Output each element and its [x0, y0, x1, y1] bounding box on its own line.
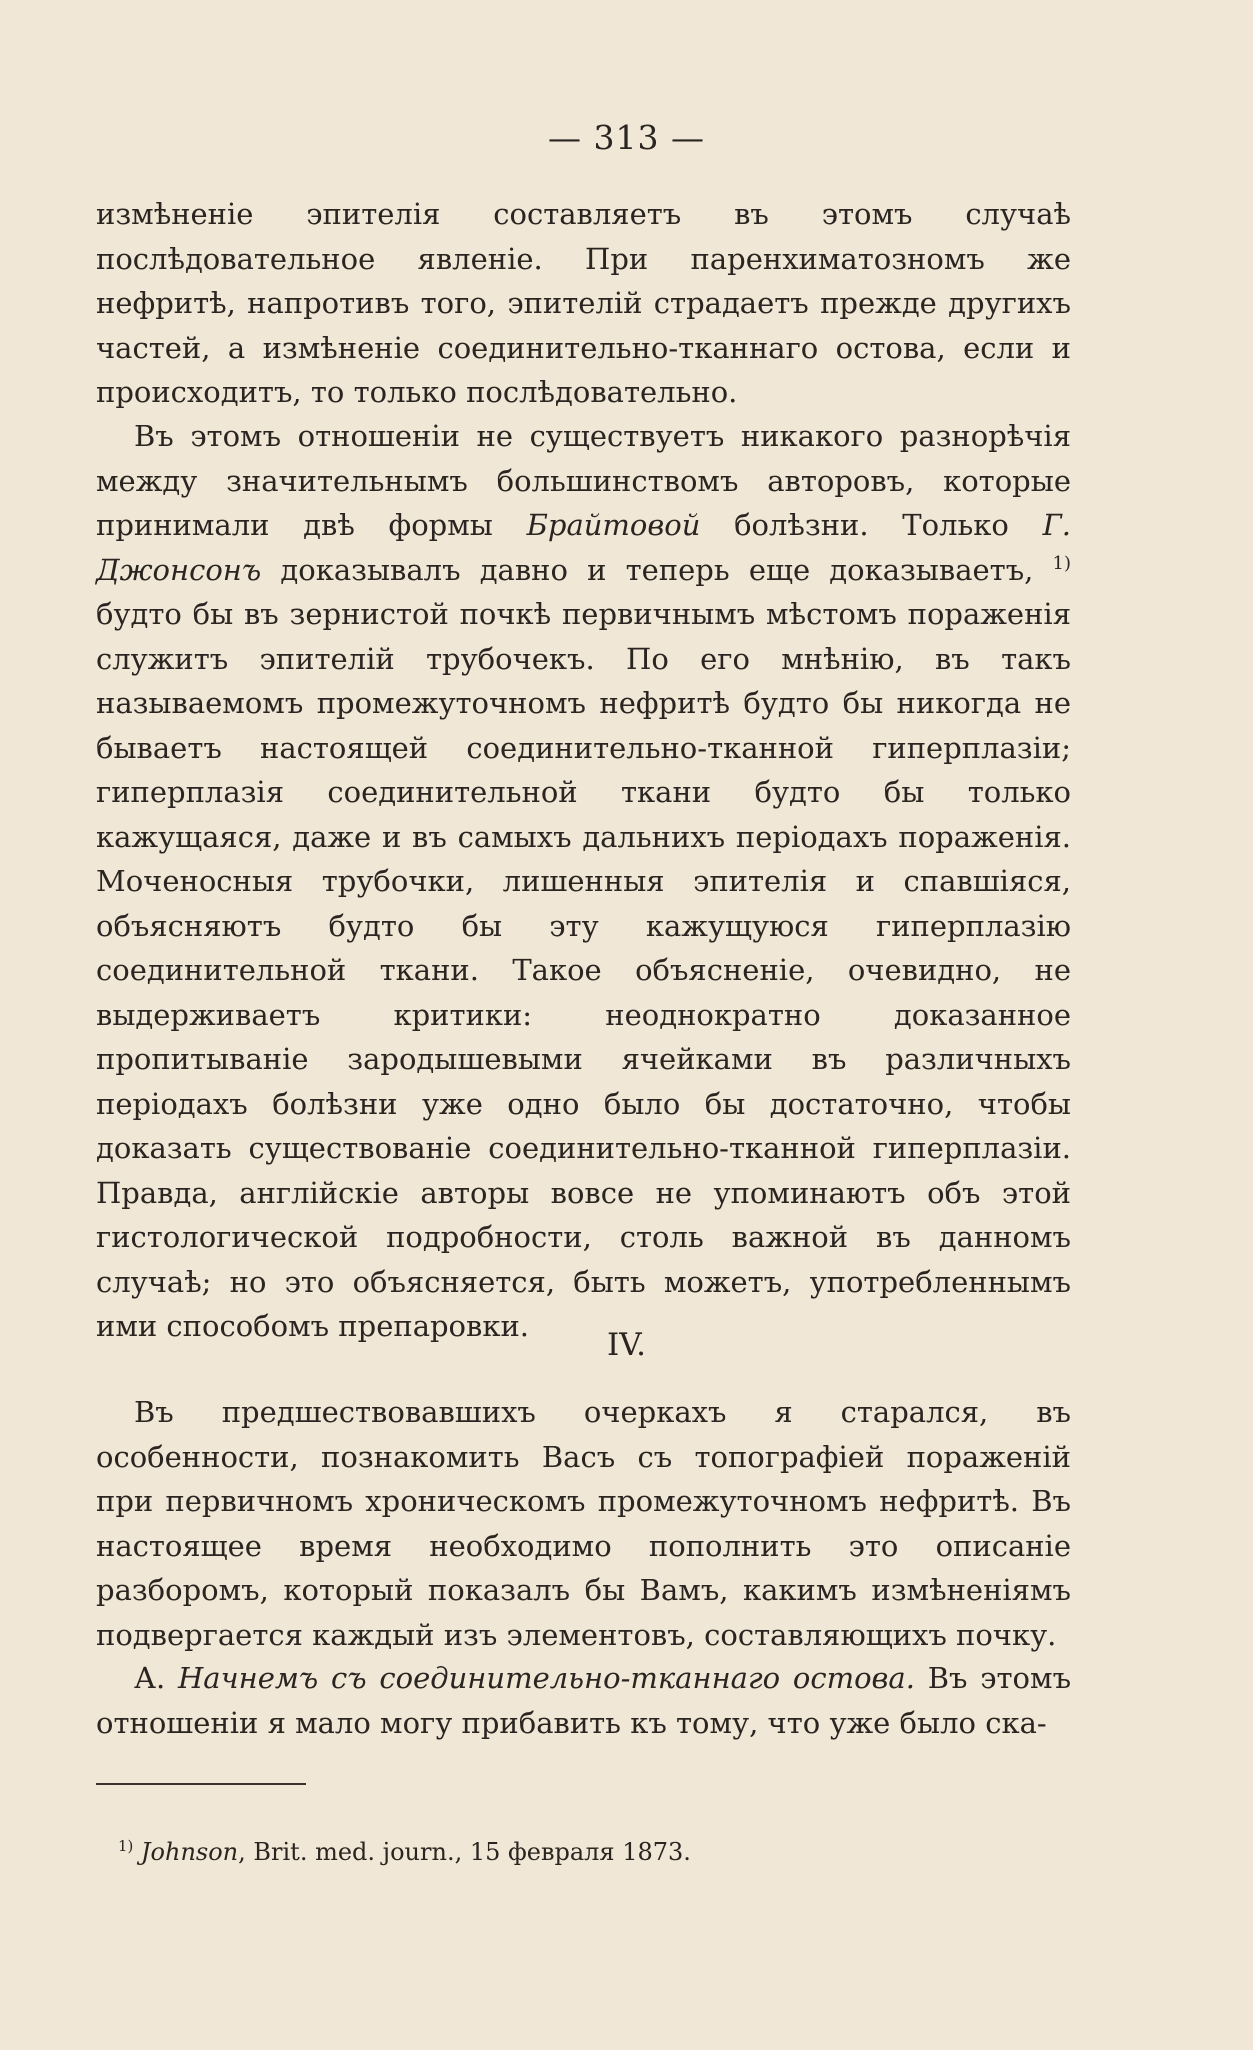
footnote [118, 1836, 1018, 1868]
paragraph-2-text-b: болѣзни. Только [700, 508, 1043, 542]
paragraph-2-text-d: будто бы въ зернистой почкѣ первичнымъ мѣстомъ пораженія служитъ эпителій трубочекъ. По его мнѣнію, въ такъ называемомъ промежуточномъ нефритѣ будто бы никогда не бываетъ настоящей соединительно-тканной гиперплазіи; гиперплазія соединительной ткани будто бы только кажущаяся, даже и въ самыхъ дальнихъ періодахъ пораженія. Моченосныя трубочки, лишенныя эпителія и спавшіяся, объясняютъ будто бы эту кажущуюся гиперплазію соединительной ткани. Такое объясненіе, очевидно, не выдерживаетъ критики: неоднократно доказанное пропитываніе зародышевыми ячейками въ различныхъ періодахъ болѣзни уже одно было бы достаточно, чтобы доказать существованіе соединительно-тканной гиперплазіи. Правда, англійскіе авторы вовсе не упоминаютъ объ этой гистологической подробности, столь важной въ данномъ случаѣ; но это объясняется, быть можетъ, употребленнымъ ими способомъ препаровки. [96, 597, 1071, 1343]
paragraph-2-text-a: Въ этомъ отношеніи не существуетъ никакого разнорѣчія между значительнымъ большинствомъ авторовъ, которые принимали двѣ формы [96, 419, 1071, 542]
paragraph-1 [96, 192, 1071, 415]
page-number: — 313 — [548, 118, 705, 157]
paragraph-2-italic-a: Брайтовой [526, 508, 701, 542]
paragraph-4-italic: Начнемъ съ соединительно-тканнаго остова. [177, 1661, 915, 1695]
footnote-mark: 1) [118, 1837, 134, 1856]
section-heading: IV. [606, 1327, 647, 1363]
footnote-text: , Brit. med. journ., 15 февраля 1873. [238, 1838, 691, 1866]
paragraph-3 [96, 1390, 1071, 1657]
footnote-divider [96, 1783, 306, 1785]
paragraph-4-lead: А. [134, 1661, 178, 1695]
paragraph-3-text: Въ предшествовавшихъ очеркахъ я старался, въ особенности, познакомить Васъ съ топографіей пораженій при первичномъ хроническомъ промежуточномъ нефритѣ. Въ настоящее время необходимо пополнить это описаніе разборомъ, который показалъ бы Вамъ, какимъ измѣненіямъ подвергается каждый изъ элементовъ, составляющихъ почку. [96, 1395, 1071, 1652]
footnote-reference: 1) [1052, 552, 1071, 574]
paragraph-4 [96, 1656, 1071, 1745]
footnote-author: Johnson [140, 1838, 239, 1866]
paragraph-4-text: Въ этомъ отношеніи я мало могу прибавить къ тому, что уже было ска- [96, 1661, 1072, 1740]
paragraph-2 [96, 414, 1071, 1349]
paragraph-2-italic-b: Г. Джонсонъ [96, 508, 1071, 587]
paragraph-1-text: измѣненіе эпителія составляетъ въ этомъ случаѣ послѣдовательное явленіе. При паренхиматозномъ же нефритѣ, напротивъ того, эпителій страдаетъ прежде другихъ частей, а измѣненіе соединительно-тканнаго остова, если и происходитъ, то только послѣдовательно. [96, 197, 1071, 409]
paragraph-2-text-c: доказывалъ давно и теперь еще доказываетъ, [261, 552, 1053, 587]
